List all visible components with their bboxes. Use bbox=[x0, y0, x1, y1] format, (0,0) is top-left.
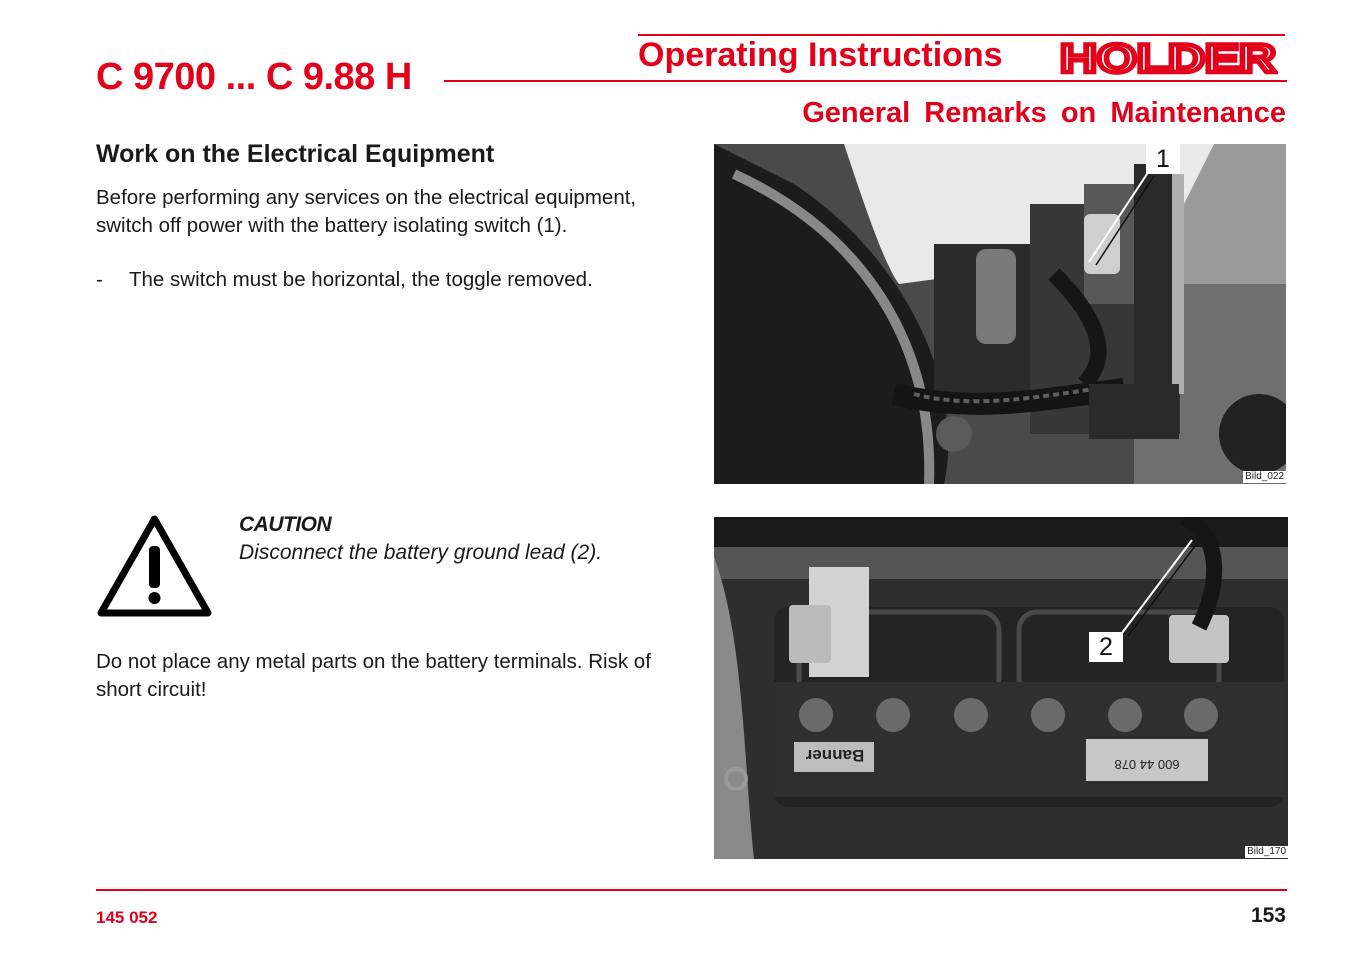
bullet-text: The switch must be horizontal, the toggle removed. bbox=[129, 268, 593, 291]
caution-label: CAUTION bbox=[239, 513, 332, 536]
doc-title: Operating Instructions bbox=[638, 36, 1003, 74]
photo-battery-isolating-switch bbox=[714, 144, 1286, 484]
callout-1: 1 bbox=[1146, 144, 1180, 174]
holder-logo bbox=[1060, 40, 1278, 76]
model-title: C 9700 ... C 9.88 H bbox=[96, 56, 412, 98]
photo-id-1: Bild_022 bbox=[1245, 471, 1284, 482]
bullet-dash: - bbox=[96, 268, 103, 291]
photo-battery-ground-lead bbox=[714, 517, 1288, 859]
page-number: 153 bbox=[1250, 904, 1286, 927]
photo-battery-ground-lead-graphic bbox=[714, 517, 1288, 859]
warning-triangle-icon bbox=[96, 514, 213, 618]
caution-text: Disconnect the battery ground lead (2). bbox=[239, 541, 603, 564]
photo-battery-isolating-switch-graphic bbox=[714, 144, 1286, 484]
battery-brand-label: Banner bbox=[805, 746, 865, 765]
header-rule-middle bbox=[444, 80, 1287, 82]
photo-id-2: Bild_170 bbox=[1247, 846, 1286, 857]
document-number: 145 052 bbox=[96, 908, 158, 927]
short-circuit-warning: Do not place any metal parts on the battery terminals. Risk of short circuit! bbox=[96, 650, 651, 701]
intro-paragraph: Before performing any services on the electrical equipment, switch off power with the battery isolating switch (1). bbox=[96, 186, 637, 237]
holder-logo-text: HOLDER bbox=[1060, 40, 1277, 76]
section-heading: Work on the Electrical Equipment bbox=[96, 140, 495, 168]
callout-2: 2 bbox=[1089, 632, 1123, 662]
section-title: General Remarks on Maintenance bbox=[802, 97, 1286, 129]
footer-rule bbox=[96, 889, 1287, 891]
battery-code-label: 600 44 078 bbox=[1114, 757, 1180, 772]
